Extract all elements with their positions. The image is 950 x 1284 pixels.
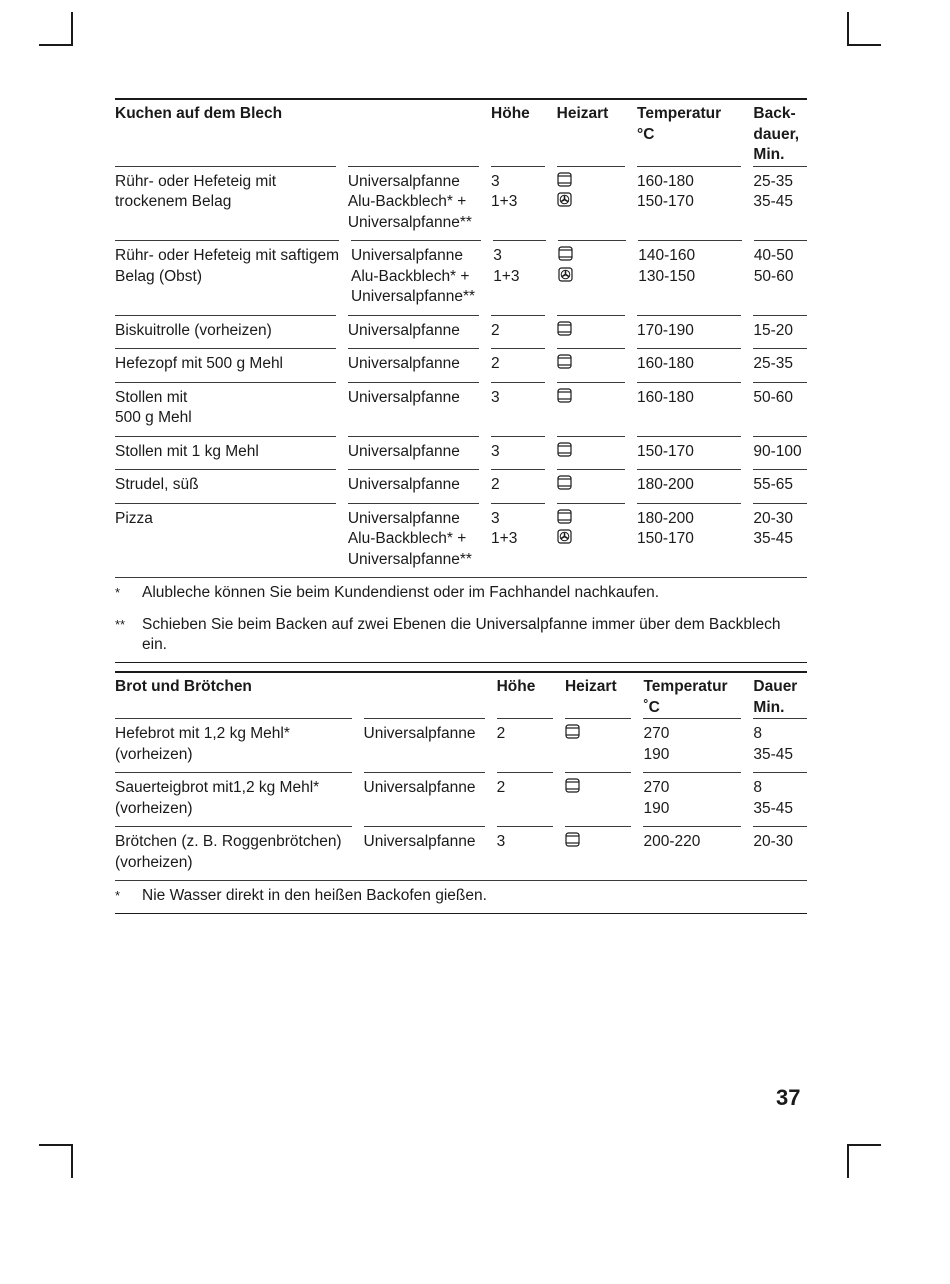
pan-line: Universalpfanne <box>347 355 460 372</box>
cell-hoehe <box>497 826 553 880</box>
cell-dish <box>115 772 352 826</box>
cell-dish <box>115 240 339 315</box>
cell-dauer <box>753 503 807 578</box>
cell-hoehe <box>491 469 545 503</box>
footnote-text <box>142 886 487 907</box>
cell-temp <box>643 826 741 880</box>
crop-mark-bottom-left-vertical <box>71 1144 73 1178</box>
dish-line: Biskuitrolle (vorheizen) <box>115 321 272 339</box>
table-bottom-rule <box>115 913 807 915</box>
dish-line: Rühr- oder Hefeteig mit saftigem <box>115 247 339 264</box>
table-row <box>115 503 807 578</box>
cell-heizart <box>565 772 632 826</box>
temp-line: 270 <box>643 779 670 796</box>
dish-line: Pizza <box>115 509 153 527</box>
dish-line: (vorheizen) <box>115 799 193 817</box>
hoehe-line: 2 <box>496 779 506 796</box>
footnote <box>115 880 807 913</box>
temp-line: 160-180 <box>637 355 694 372</box>
hot-air-fan-icon <box>558 267 573 289</box>
crop-mark-bottom-right-horizontal <box>847 1144 881 1146</box>
cell-dish <box>115 348 336 382</box>
crop-mark-top-left-vertical <box>71 12 73 46</box>
dauer-line: 8 <box>753 779 763 796</box>
cell-dish <box>115 469 336 503</box>
hoehe-line: 2 <box>496 725 506 742</box>
temp-line: 190 <box>643 745 670 763</box>
table-row <box>115 348 807 382</box>
cell-pan <box>348 166 479 241</box>
table-row <box>115 772 807 826</box>
temp-line: 160-180 <box>637 388 694 406</box>
hoehe-line: 3 <box>496 833 506 850</box>
cell-dauer <box>753 436 807 470</box>
cell-pan <box>348 382 479 436</box>
table-footnotes <box>115 577 807 662</box>
table-row <box>115 436 807 470</box>
dish-line: 500 g Mehl <box>115 409 192 426</box>
table-row <box>115 469 807 503</box>
dish-line: Hefebrot mit 1,2 kg Mehl* <box>115 725 290 742</box>
hoehe-line: 1+3 <box>491 530 518 547</box>
dish-line: Stollen mit 1 kg Mehl <box>115 442 259 460</box>
header-pan-blank <box>348 100 479 166</box>
dauer-line: 35-45 <box>753 799 794 817</box>
crop-mark-top-right-vertical <box>847 12 849 46</box>
pan-line: Universalpfanne <box>363 833 476 850</box>
dish-line: trockenem Belag <box>115 193 232 210</box>
top-bottom-heat-icon <box>557 354 572 376</box>
cell-dauer <box>753 315 807 349</box>
pan-line: Universalpfanne** <box>350 288 476 305</box>
pan-line: Universalpfanne <box>347 172 460 190</box>
pan-line: Alu-Backblech* + <box>347 193 467 210</box>
cell-heizart <box>557 166 625 241</box>
cell-pan <box>348 503 479 578</box>
cell-pan <box>348 348 479 382</box>
baking-table-kuchen-auf-dem-blech <box>115 98 807 663</box>
top-bottom-heat-icon <box>557 321 572 343</box>
cell-dauer <box>753 718 807 772</box>
cell-temp <box>637 436 741 470</box>
cell-temp <box>637 503 741 578</box>
dauer-line: 50-60 <box>753 267 794 285</box>
dish-line: (vorheizen) <box>115 745 193 763</box>
hoehe-line: 3 <box>491 172 500 190</box>
table-header-row <box>115 100 807 166</box>
footnote-mark: * <box>115 888 121 903</box>
pan-line: Universalpfanne <box>347 509 460 527</box>
footnote-text-line: Nie Wasser direkt in den heißen Backofen gießen. <box>142 887 487 904</box>
dauer-line: 25-35 <box>753 355 794 372</box>
cell-heizart <box>557 382 625 436</box>
dauer-line: 35-45 <box>753 530 794 547</box>
cell-heizart <box>558 240 626 315</box>
table-row <box>115 240 807 315</box>
hoehe-line: 1+3 <box>491 193 518 210</box>
header-dish-title: Brot und Brötchen <box>115 678 252 695</box>
cell-heizart <box>557 469 625 503</box>
header-heizart: Heizart <box>556 105 609 122</box>
baking-table-brot-und-broetchen <box>115 671 807 914</box>
cell-temp <box>637 166 741 241</box>
pan-line: Universalpfanne <box>347 442 460 460</box>
header-heizart: Heizart <box>564 678 617 695</box>
top-bottom-heat-icon <box>565 724 580 746</box>
pan-line: Universalpfanne** <box>347 213 472 231</box>
cell-temp <box>643 772 741 826</box>
table-footnotes <box>115 880 807 913</box>
cell-pan <box>364 826 485 880</box>
cell-pan <box>348 436 479 470</box>
hoehe-line: 3 <box>491 509 500 527</box>
dauer-line: 25-35 <box>753 172 794 190</box>
table-row <box>115 315 807 349</box>
cell-dauer <box>753 348 807 382</box>
cell-dish <box>115 503 336 578</box>
page-number: 37 <box>776 1085 801 1110</box>
table-row <box>115 718 807 772</box>
pan-line: Universalpfanne <box>347 321 460 339</box>
header-temperatur: Temperatur °C <box>637 105 722 143</box>
header-hoehe: Höhe <box>496 678 536 695</box>
cell-temp <box>638 240 742 315</box>
temp-line: 150-170 <box>637 530 694 547</box>
cell-hoehe <box>491 348 545 382</box>
cell-pan <box>364 772 485 826</box>
footnote-text-line: ein. <box>142 636 167 653</box>
table-body <box>115 166 807 578</box>
cell-dish <box>115 315 336 349</box>
dauer-line: 35-45 <box>753 745 794 763</box>
footnote-text <box>142 615 780 656</box>
temp-line: 130-150 <box>638 267 696 285</box>
hoehe-line: 3 <box>493 247 502 264</box>
crop-mark-top-left-horizontal <box>39 44 73 46</box>
header-pan-blank <box>364 673 485 718</box>
dish-line: Brötchen (z. B. Roggenbrötchen) <box>115 833 342 850</box>
top-bottom-heat-icon <box>565 832 580 854</box>
pan-line: Universalpfanne <box>363 725 476 742</box>
cell-temp <box>643 718 741 772</box>
dauer-line: 35-45 <box>753 193 794 210</box>
cell-pan <box>348 315 479 349</box>
cell-temp <box>637 348 741 382</box>
table-row <box>115 826 807 880</box>
cell-heizart <box>557 348 625 382</box>
temp-line: 150-170 <box>637 442 694 460</box>
cell-hoehe <box>491 166 545 241</box>
header-dish-title: Kuchen auf dem Blech <box>115 105 283 122</box>
pan-line: Alu-Backblech* + <box>347 530 467 547</box>
cell-dauer <box>753 382 807 436</box>
cell-temp <box>637 315 741 349</box>
top-bottom-heat-icon <box>557 172 572 194</box>
temp-line: 160-180 <box>637 172 694 190</box>
footnote-mark: ** <box>115 616 126 632</box>
table-row <box>115 166 807 241</box>
pan-line: Universalpfanne <box>350 247 463 264</box>
temp-line: 180-200 <box>637 509 694 527</box>
cell-hoehe <box>493 240 546 315</box>
footnote <box>115 577 807 610</box>
dauer-line: 15-20 <box>753 321 794 339</box>
cell-heizart <box>557 503 625 578</box>
top-bottom-heat-icon <box>558 246 573 268</box>
cell-hoehe <box>491 436 545 470</box>
dauer-line: 8 <box>753 725 763 742</box>
hot-air-fan-icon <box>557 192 572 214</box>
dish-line: Hefezopf mit 500 g Mehl <box>115 355 284 372</box>
dish-line: Sauerteigbrot mit1,2 kg Mehl* <box>115 779 320 796</box>
pan-line: Universalpfanne** <box>347 550 472 568</box>
cell-temp <box>637 469 741 503</box>
cell-heizart <box>557 315 625 349</box>
table-header-row <box>115 673 807 718</box>
dauer-line: 90-100 <box>753 442 802 460</box>
top-bottom-heat-icon <box>557 442 572 464</box>
pan-line: Universalpfanne <box>347 388 460 406</box>
crop-mark-bottom-left-horizontal <box>39 1144 73 1146</box>
hoehe-line: 2 <box>491 476 500 493</box>
table-row <box>115 382 807 436</box>
cell-pan <box>351 240 481 315</box>
cell-heizart <box>565 826 632 880</box>
cell-dish <box>115 382 336 436</box>
hoehe-line: 3 <box>491 388 500 406</box>
temp-line: 140-160 <box>638 247 696 264</box>
dauer-line: 20-30 <box>753 509 794 527</box>
crop-mark-top-right-horizontal <box>847 44 881 46</box>
cell-heizart <box>565 718 632 772</box>
cell-dauer <box>754 240 807 315</box>
table-body <box>115 718 807 880</box>
header-dauer: Dauer Min. <box>753 678 798 716</box>
header-temperatur: Temperatur ˚C <box>643 678 728 716</box>
header-dauer: Back- dauer, Min. <box>753 105 800 163</box>
hoehe-line: 3 <box>491 442 500 460</box>
temp-line: 270 <box>643 725 670 742</box>
cell-hoehe <box>491 382 545 436</box>
cell-dish <box>115 718 352 772</box>
dish-line: Rühr- oder Hefeteig mit <box>115 172 277 190</box>
dauer-line: 55-65 <box>753 476 794 493</box>
cell-temp <box>637 382 741 436</box>
footnote <box>115 610 807 662</box>
cell-dish <box>115 826 352 880</box>
dish-line: Strudel, süß <box>115 476 199 493</box>
top-bottom-heat-icon <box>557 475 572 497</box>
hoehe-line: 1+3 <box>493 267 520 285</box>
cell-dauer <box>753 166 807 241</box>
pan-line: Alu-Backblech* + <box>350 267 470 285</box>
footnote-mark: * <box>115 585 121 600</box>
hoehe-line: 2 <box>491 355 500 372</box>
pan-line: Universalpfanne <box>347 476 460 493</box>
cell-pan <box>348 469 479 503</box>
cell-heizart <box>557 436 625 470</box>
cell-hoehe <box>491 315 545 349</box>
temp-line: 180-200 <box>637 476 694 493</box>
top-bottom-heat-icon <box>557 509 572 531</box>
footnote-text-line: Alubleche können Sie beim Kundendienst oder im Fachhandel nachkaufen. <box>142 584 660 601</box>
cell-hoehe <box>497 772 553 826</box>
cell-dauer <box>753 469 807 503</box>
temp-line: 150-170 <box>637 193 694 210</box>
dauer-line: 40-50 <box>753 247 794 264</box>
table-bottom-rule <box>115 662 807 664</box>
cell-dish <box>115 166 336 241</box>
temp-line: 190 <box>643 799 670 817</box>
temp-line: 200-220 <box>643 833 701 850</box>
dish-line: Stollen mit <box>115 388 188 406</box>
dish-line: (vorheizen) <box>115 853 193 871</box>
cell-hoehe <box>491 503 545 578</box>
hot-air-fan-icon <box>557 529 572 551</box>
top-bottom-heat-icon <box>557 388 572 410</box>
crop-mark-bottom-right-vertical <box>847 1144 849 1178</box>
cell-dish <box>115 436 336 470</box>
pan-line: Universalpfanne <box>363 779 476 796</box>
cell-dauer <box>753 826 807 880</box>
dauer-line: 50-60 <box>753 388 794 406</box>
cell-hoehe <box>497 718 553 772</box>
temp-line: 170-190 <box>637 321 694 339</box>
footnote-text-line: Schieben Sie beim Backen auf zwei Ebenen die Universalpfanne immer über dem Backblech <box>142 615 781 633</box>
top-bottom-heat-icon <box>565 778 580 800</box>
footnote-text <box>142 583 659 604</box>
cell-dauer <box>753 772 807 826</box>
cell-pan <box>364 718 485 772</box>
dauer-line: 20-30 <box>753 833 794 850</box>
header-hoehe: Höhe <box>491 105 530 122</box>
dish-line: Belag (Obst) <box>115 267 203 285</box>
hoehe-line: 2 <box>491 321 500 339</box>
